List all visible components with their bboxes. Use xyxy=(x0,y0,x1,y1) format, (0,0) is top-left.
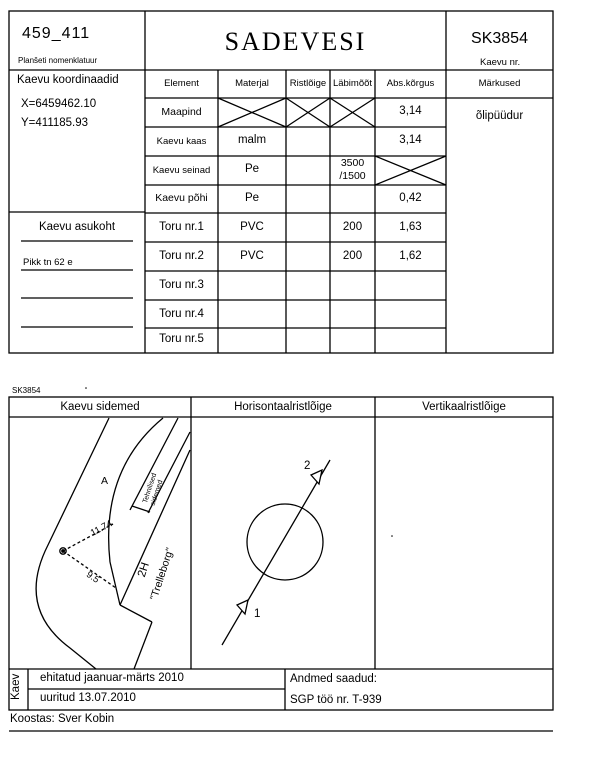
table-row-diameter: 3500 xyxy=(340,157,365,169)
col-notes: Märkused xyxy=(478,78,521,89)
well-label: Kaevu nr. xyxy=(480,57,521,68)
footer-built: ehitatud jaanuar-märts 2010 xyxy=(40,672,184,684)
panel-connections-heading: Kaevu sidemed xyxy=(60,401,140,413)
table-row-material: Pe xyxy=(244,163,260,175)
table-row-element: Toru nr.2 xyxy=(159,250,204,262)
table-row-diameter: 200 xyxy=(342,221,363,233)
table-row-abs: 0,42 xyxy=(399,192,422,204)
footer-data-from-label: Andmed saadud: xyxy=(290,673,377,685)
table-row-diameter-inner: /1500 xyxy=(339,170,366,182)
col-element: Element xyxy=(164,78,199,89)
table-row-material: PVC xyxy=(240,221,264,233)
panel-vertical-heading: Vertikaalristlõige xyxy=(422,401,506,413)
sheet-code: SK3854 xyxy=(12,386,41,395)
table-row-abs: 1,62 xyxy=(399,250,422,262)
page-title: SADEVESI xyxy=(224,27,367,56)
pipe-in-label: 2 xyxy=(304,460,311,472)
sketch-distance-2: 9.5 xyxy=(84,569,102,586)
footer-surveyed: uuritud 13.07.2010 xyxy=(40,692,136,704)
table-row-element: Toru nr.1 xyxy=(159,221,204,233)
table-row-element: Kaevu põhi xyxy=(155,192,208,204)
footer-side-label: Kaev xyxy=(10,673,22,700)
col-material: Materjal xyxy=(235,78,269,89)
col-cross-section: Ristlõige xyxy=(289,78,327,89)
location-address: Pikk tn 62 e xyxy=(23,257,73,268)
table-row-abs: 3,14 xyxy=(399,105,422,117)
table-row-abs: 1,63 xyxy=(399,221,422,233)
table-row-notes: õlipüüdur xyxy=(475,110,524,122)
sketch-building-name: "Trelleborg" xyxy=(148,546,177,602)
sketch-utilities-label: Tehnilised sidemed xyxy=(142,472,165,507)
sketch-distance-1: 11.74 xyxy=(88,518,115,539)
table-row-material: PVC xyxy=(240,250,264,262)
coordinate-x: X=6459462.10 xyxy=(21,98,97,110)
panel-horizontal-heading: Horisontaalristlõige xyxy=(234,401,332,413)
footer-data-from: SGP töö nr. T-939 xyxy=(290,694,382,706)
coordinates-heading: Kaevu koordinaadid xyxy=(17,74,119,86)
sketch-building-label: 2H xyxy=(136,561,152,579)
table-row-diameter: 200 xyxy=(342,250,363,262)
sketch-area-label: A xyxy=(101,475,109,487)
nomenclature-code: 459_411 xyxy=(22,25,91,42)
table-row-element: Toru nr.4 xyxy=(159,308,204,320)
pipe-out-label: 1 xyxy=(254,608,261,620)
table-row-element: Toru nr.3 xyxy=(159,279,204,291)
col-diameter: Läbimõõt xyxy=(332,78,373,89)
location-heading: Kaevu asukoht xyxy=(38,221,116,233)
table-row-material: malm xyxy=(237,134,267,146)
footer-compiled: Koostas: Sver Kobin xyxy=(10,713,115,725)
table-row-element: Toru nr.5 xyxy=(159,333,204,345)
table-row-element: Maapind xyxy=(161,106,202,118)
well-code: SK3854 xyxy=(471,30,528,47)
nomenclature-label: Planšeti nomenklatuur xyxy=(18,56,98,65)
table-row-element: Kaevu kaas xyxy=(156,136,207,147)
table-row-element: Kaevu seinad xyxy=(152,165,211,176)
coordinate-y: Y=411185.93 xyxy=(21,117,89,129)
table-row-material: Pe xyxy=(244,192,260,204)
col-abs-height: Abs.kõrgus xyxy=(386,78,435,89)
table-row-abs: 3,14 xyxy=(399,134,422,146)
